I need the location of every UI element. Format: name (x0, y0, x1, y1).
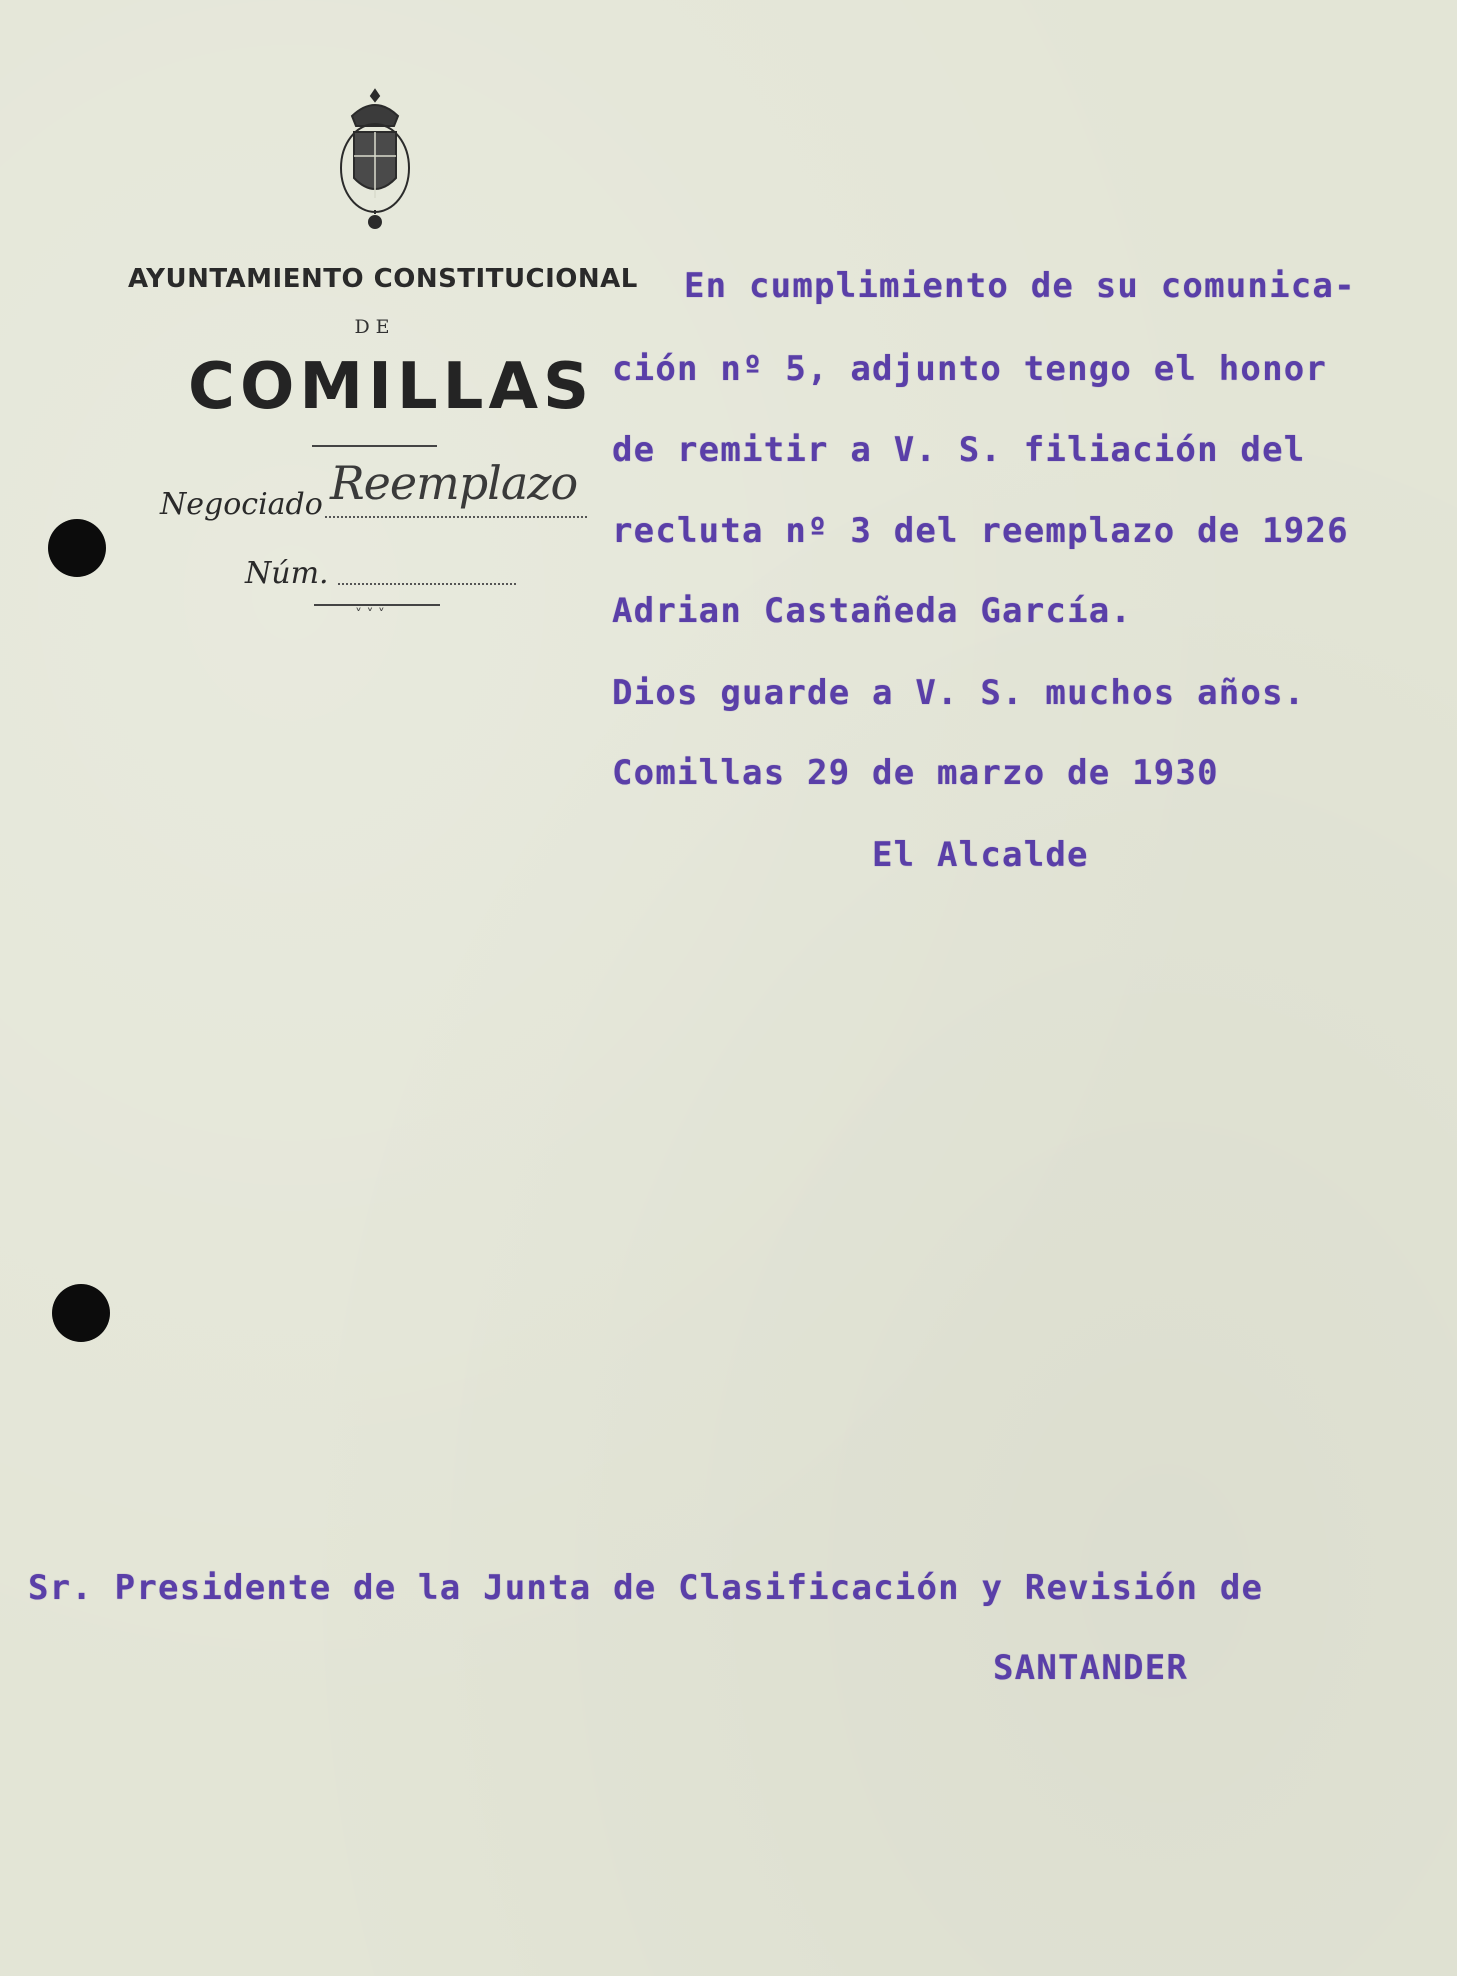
negociado-label: Negociado (160, 487, 323, 522)
negociado-handwritten-value: Reemplazo (330, 456, 578, 510)
letterhead-title: AYUNTAMIENTO CONSTITUCIONAL (128, 264, 638, 294)
coat-of-arms-icon (330, 86, 420, 238)
date-line: Comillas 29 de marzo de 1930 (612, 753, 1219, 793)
body-line: En cumplimiento de su comunica- (684, 266, 1356, 306)
body-line: recluta nº 3 del reemplazo de 1926 (612, 511, 1349, 551)
ornament-icon: ˅ ˅ ˅ (355, 607, 385, 623)
body-line: ción nº 5, adjunto tengo el honor (612, 349, 1328, 389)
num-dotted-line (338, 583, 516, 585)
closing-line: Dios guarde a V. S. muchos años. (612, 673, 1306, 713)
punch-hole (48, 519, 106, 577)
body-line: Adrian Castañeda García. (612, 591, 1133, 631)
body-line: de remitir a V. S. filiación del (612, 430, 1306, 470)
divider (314, 604, 440, 606)
letterhead-town: COMILLAS (188, 350, 595, 424)
letterhead-de: DE (354, 316, 396, 338)
negociado-dotted-line (325, 516, 587, 518)
divider (312, 445, 437, 447)
punch-hole (52, 1284, 110, 1342)
addressee-line: Sr. Presidente de la Junta de Clasificación y Revisión de (28, 1568, 1264, 1608)
signature-title: El Alcalde (872, 835, 1089, 875)
num-label: Núm. (245, 556, 329, 591)
addressee-city: SANTANDER (993, 1648, 1189, 1688)
